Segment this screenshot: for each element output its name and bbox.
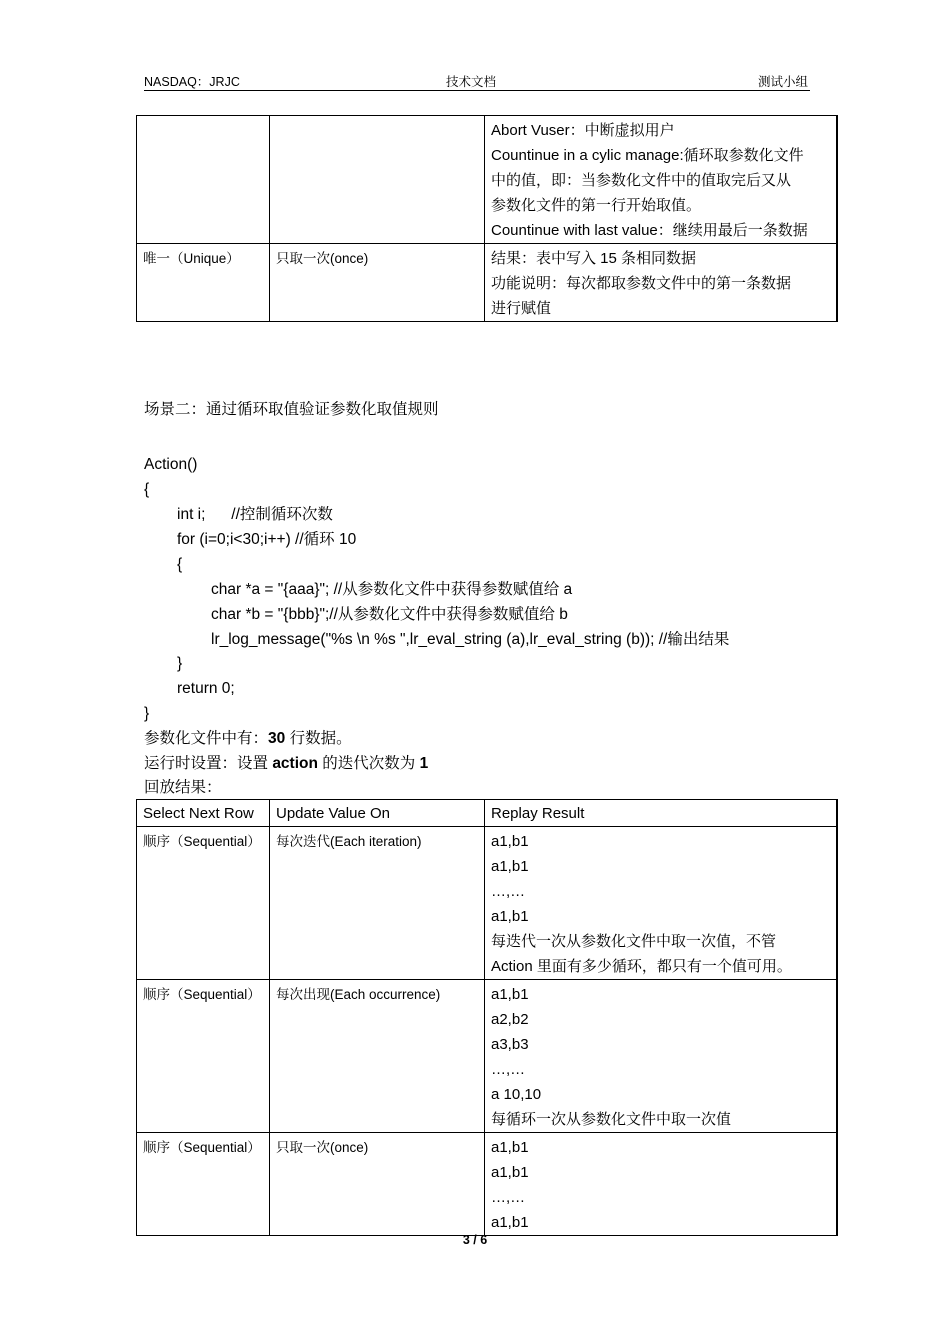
code-line: { — [144, 481, 150, 498]
cell-line: Action 里面有多少循环，都只有一个值可用。 — [491, 958, 792, 975]
note-text: 运行时设置：设置 — [144, 755, 273, 772]
note-rows — [144, 726, 352, 751]
note-keyword: action — [272, 755, 318, 772]
column-header: Update Value On — [270, 800, 485, 827]
note-replay: 回放结果： — [144, 779, 222, 796]
note-text: 的迭代次数为 — [317, 755, 420, 772]
cell-line: Abort Vuser：中断虚拟用户 — [491, 122, 675, 139]
table-cell: 顺序（Sequential） — [137, 980, 270, 1133]
header-left: NASDAQ：JRJC — [144, 75, 240, 89]
cell-line: 每循环一次从参数化文件中取一次值 — [491, 1111, 732, 1128]
note-runtime — [144, 751, 428, 776]
cell-line: …,… — [491, 883, 526, 900]
header-center: 技术文档 — [446, 75, 497, 89]
table-header-row — [137, 800, 837, 827]
cell-line: a1,b1 — [491, 833, 529, 850]
column-header: Select Next Row — [137, 800, 270, 827]
column-header: Replay Result — [485, 800, 837, 827]
cell-line: Countinue in a cylic manage:循环取参数化文件 — [491, 147, 804, 164]
table-cell: 顺序（Sequential） — [137, 1133, 270, 1236]
cell-line: a1,b1 — [491, 1214, 529, 1231]
code-line: int i; //控制循环次数 — [177, 506, 333, 523]
code-line: { — [177, 556, 183, 573]
table-cell — [137, 116, 270, 244]
table-cell: 只取一次(once) — [270, 244, 485, 322]
cell-line: a1,b1 — [491, 1139, 529, 1156]
code-line: Action() — [144, 456, 198, 473]
table-cell — [485, 244, 837, 322]
scene-title: 场景二：通过循环取值验证参数化取值规则 — [144, 401, 439, 418]
table-cell: 唯一（Unique） — [137, 244, 270, 322]
cell-line: a1,b1 — [491, 986, 529, 1003]
code-line: lr_log_message("%s \n %s ",lr_eval_string (a),lr_eval_string (b)); //输出结果 — [211, 631, 730, 648]
cell-line: a1,b1 — [491, 1164, 529, 1181]
header-right: 测试小组 — [757, 75, 808, 89]
cell-line: a1,b1 — [491, 908, 529, 925]
table-cell — [485, 980, 837, 1133]
table-cell: 顺序（Sequential） — [137, 827, 270, 980]
table-row — [137, 1133, 837, 1236]
cell-line: 参数化文件的第一行开始取值。 — [491, 197, 702, 214]
cell-line: a3,b3 — [491, 1036, 529, 1053]
page-number: 3 / 6 — [462, 1233, 488, 1247]
code-line: for (i=0;i<30;i++) //循环 10 — [177, 531, 357, 548]
cell-line: a1,b1 — [491, 858, 529, 875]
code-line: } — [144, 705, 150, 722]
table-cell: 只取一次(once) — [270, 1133, 485, 1236]
cell-line: …,… — [491, 1189, 526, 1206]
settings-table-continued — [136, 115, 838, 322]
cell-line: a 10,10 — [491, 1086, 542, 1103]
table-row — [137, 980, 837, 1133]
code-line: return 0; — [177, 680, 235, 697]
table-cell — [485, 827, 837, 980]
table-cell: 每次出现(Each occurrence) — [270, 980, 485, 1133]
cell-line: 中的值，即：当参数化文件中的值取完后又从 — [491, 172, 792, 189]
cell-line: Countinue with last value：继续用最后一条数据 — [491, 222, 808, 239]
code-line: } — [177, 655, 183, 672]
cell-line: 结果：表中写入 15 条相同数据 — [491, 250, 697, 267]
table-cell — [270, 116, 485, 244]
note-number: 30 — [268, 730, 286, 747]
page-header — [144, 68, 810, 91]
code-line: char *a = "{aaa}"; //从参数化文件中获得参数赋值给 a — [211, 581, 573, 598]
replay-result-table — [136, 799, 838, 1236]
table-cell — [485, 1133, 837, 1236]
cell-line: 每迭代一次从参数化文件中取一次值，不管 — [491, 933, 777, 950]
note-number: 1 — [419, 755, 429, 772]
cell-line: 功能说明：每次都取参数文件中的第一条数据 — [491, 275, 792, 292]
table-row — [137, 244, 837, 322]
cell-line: a2,b2 — [491, 1011, 529, 1028]
table-row — [137, 116, 837, 244]
table-cell: 每次迭代(Each iteration) — [270, 827, 485, 980]
table-row — [137, 827, 837, 980]
table-cell — [485, 116, 837, 244]
note-text: 行数据。 — [285, 730, 352, 747]
cell-line: 进行赋值 — [491, 300, 552, 317]
code-line: char *b = "{bbb}";//从参数化文件中获得参数赋值给 b — [211, 606, 568, 623]
note-text: 参数化文件中有： — [144, 730, 269, 747]
cell-line: …,… — [491, 1061, 526, 1078]
